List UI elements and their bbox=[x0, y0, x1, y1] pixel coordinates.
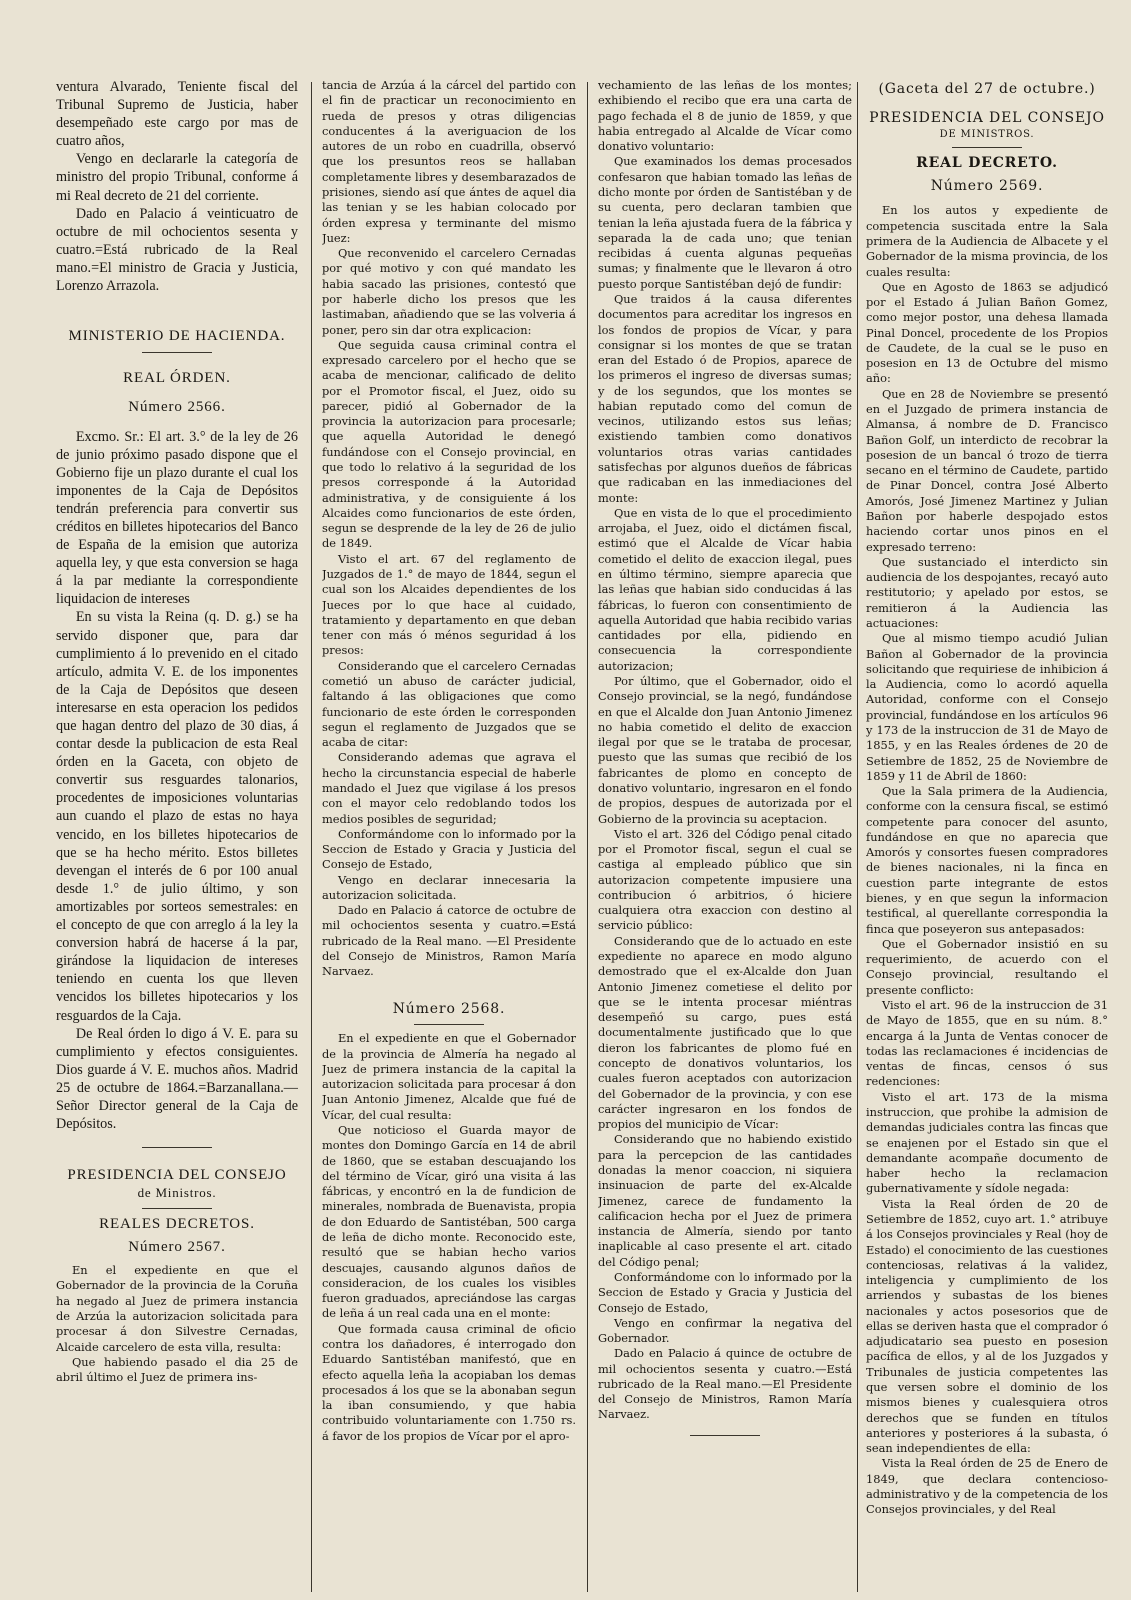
paragraph: En su vista la Reina (q. D. g.) se ha servido disponer que, para dar cumplimiento á lo prevenido en el citado artículo, admita V. E. de los imponentes de la Caja de Depósitos que deseen interesarse en esta operacion los pedidos que hagan dentro del plazo de 30 dias, á contar desde la publicacion de esta Real órden en la Gaceta, con objeto de convertir sus resguardes talonarios, procedentes de imposiciones voluntarias aun cuando el plazo de estas no haya vencido, en los billetes hipotecarios de que se ha hecho mérito. Estos billetes devengan el interés de 6 por 100 anual desde 1.° de julio último, y son amortizables por sorteos semestrales: en el concepto de que con arreglo á la ley la conversion habrá de hacerse á la par, girándose la liquidacion de intereses teniendo en cuenta los que lleven vencidos los billetes hipotecarios y los resguardos de la Caja. bbox=[56, 609, 298, 1024]
paragraph: Vista la Real órden de 20 de Setiembre de 1852, cuyo art. 1.° atribuye á los Consejos provinciales y Real (hoy de Estado) el conocimiento de las cuestiones contenciosas, relativas á la validez, inteligencia y cumplimiento de los arriendos y subastas de los bienes nacionales y actos posesorios que de ellas se deriven hasta que el comprador ó adjudicatario sea puesto en posesion pacífica de ellos, y al de los Juzgados y Tribunales de justicia competentes las que versen sobre el dominio de los mismos bienes y cualesquiera otros derechos que se funden en títulos anteriores y posteriores á la subasta, ó sean independientes de ella: bbox=[866, 1196, 1108, 1456]
decree-title: REAL DECRETO. bbox=[916, 154, 1058, 171]
paragraph: Dado en Palacio á catorce de octubre de mil ochocientos sesenta y cuatro.=Está rubricado de la Real mano. —El Presidente del Consejo de Ministros, Ramon María Narvaez. bbox=[322, 903, 576, 979]
paragraph: Que traidos á la causa diferentes documentos para acreditar los ingresos en los fondos de propios de Vícar, y para consignar si los montes de que se tratan eran del Estado ó de Propios, aparece de los primeros el ingreso de diversas sumas; y de los segundos, que los montes se habian reputado como del comun de vecinos, utilizando estos sus leñas; existiendo tambien como donativos voluntarios otras varias cantidades satisfechas por algunos dueños de fábricas que radicaban en las inmediaciones del monte: bbox=[598, 291, 852, 505]
column-1 bbox=[56, 78, 298, 1593]
paragraph: Que seguida causa criminal contra el expresado carcelero por el hecho que se acaba de mencionar, calificado de delito por el Promotor fiscal, el Juez, oido su parecer, pidió al Gobernador de la provincia la autorizacion para procesarle; que aquella Autoridad le denegó fundándose con el Consejo provincial, en que todo lo relativo á la seguridad de los presos corresponde á la Autoridad administrativa, y de consiguiente á los Alcaides como funcionarios de este órden, segun se desprende de la ley de 26 de julio de 1849. bbox=[322, 337, 576, 551]
paragraph: Que al mismo tiempo acudió Julian Bañon al Gobernador de la provincia solicitando que requiriese de inhibicion á la Audiencia, como lo acordó aquella Autoridad, conforme con el Consejo provincial, fundándose en los artículos 96 y 173 de la instruccion de 31 de Mayo de 1855, y en las Reales órdenes de 20 de Setiembre de 1852, 25 de Noviembre de 1859 y 11 de Abril de 1860: bbox=[866, 631, 1108, 783]
paragraph: Visto el art. 326 del Código penal citado por el Promotor fiscal, segun el cual se castiga al empleado público que sin autorizacion competente impusiere una contribucion ó arbitrios, ó hiciere cualquiera otra exaccion con destino al servicio público: bbox=[598, 826, 852, 933]
paragraph: ventura Alvarado, Teniente fiscal del Tribunal Supremo de Justicia, haber desempeñado este cargo por mas de cuatro años, bbox=[56, 79, 298, 150]
paragraph: Excmo. Sr.: El art. 3.° de la ley de 26 de junio próximo pasado dispone que el Gobierno fije un plazo durante el cual los imponentes de la Caja de Depósitos tendrán preferencia para convertir sus créditos en billetes hipotecarios del Banco de España de la emision que autoriza aquella ley, y que esta conversion se haga á la par mediante la correspondiente liquidacion de intereses bbox=[56, 428, 298, 608]
paragraph: Visto el art. 96 de la instruccion de 31 de Mayo de 1855, que en su núm. 8.° encarga á la Junta de Ventas conocer de todas las reclamaciones é incidencias de ventas de fincas, censos ó sus redenciones: bbox=[866, 998, 1108, 1089]
column-2 bbox=[322, 78, 576, 1593]
column-3 bbox=[598, 78, 852, 1593]
decree-number: Número 2569. bbox=[930, 177, 1044, 194]
paragraph: Que examinados los demas procesados confesaron que habian tomado las leñas de dicho monte por órden de Santistéban y de su cuenta, pero declaran tambien que tenian la leña ajustada fuera de la fábrica y separada la de cada uno; que tenian recibidas á cuenta algunas pequeñas sumas; y finalmente que le llevaron á otro puesto porque Santistéban dejó de fundir: bbox=[598, 154, 852, 291]
paragraph: Que habiendo pasado el dia 25 de abril último el Juez de primera ins- bbox=[56, 1354, 298, 1385]
paragraph: Visto el art. 173 de la misma instruccion, que prohibe la admision de demandas judiciales contra las fincas que se enajenen por el Estado sin que el demandante acompañe documento de haber hecho la reclamacion gubernativamente y sídole negada: bbox=[866, 1089, 1108, 1196]
decree-number: Número 2567. bbox=[128, 1238, 226, 1255]
paragraph: tancia de Arzúa á la cárcel del partido con el fin de practicar un reconocimiento en rueda de presos y otras diligencias conducentes á la averiguacion de los autores de un robo en cuadrilla, observó que los presuntos reos se hallaban completamente libres y desembarazados de prisiones, siendo así que ántes de aquel dia las tenian y se les habian colocado por órden expresa y terminante del mismo Juez: bbox=[322, 78, 576, 245]
paragraph: Vengo en declararle la categoría de ministro del propio Tribunal, conforme á mi Real decreto de 21 del corriente. bbox=[56, 151, 298, 204]
paragraph: En el expediente en que el Gobernador de la provincia de Almería ha negado al Juez de primera instancia de la capital la autorizacion solicitada para procesar á don Juan Antonio Jimenez, Alcalde que fué de Vícar, del cual resulta: bbox=[322, 1031, 576, 1122]
paragraph: Conformándome con lo informado por la Seccion de Estado y Gracia y Justicia del Consejo de Estado, bbox=[322, 826, 576, 872]
decree-number: Número 2568. bbox=[392, 1000, 506, 1017]
gazette-date: (Gaceta del 27 de octubre.) bbox=[878, 81, 1096, 97]
paragraph: Dado en Palacio á veinticuatro de octubre de mil ochocientos sesenta y cuatro.=Está rubricado de la Real mano.=El ministro de Gracia y Justicia, Lorenzo Arrazola. bbox=[56, 205, 298, 295]
separator bbox=[690, 1435, 760, 1436]
separator bbox=[142, 1147, 212, 1148]
paragraph: Visto el art. 67 del reglamento de Juzgados de 1.° de mayo de 1844, segun el cual son los Alcaides dependientes de los Jueces por lo que hace al cuidado, tratamiento y departamento en que deban tener con más ó ménos seguridad á los presos: bbox=[322, 551, 576, 658]
paragraph: Que noticioso el Guarda mayor de montes don Domingo García en 14 de abril de 1860, que se estaban descuajando los del término de Vícar, giró una visita á las fábricas, y encontró en la de fundicion de minerales, nombrada de Buenavista, propia de don Eduardo de Santistéban, 500 carga de leña de dicho monte. Reconocido este, resultó que se habian hecho varios descuajes, causando algunos daños de consideracion, de los cuales los visibles fueron graduados, apreciándose las cargas de leña á un real cada una en el monte: bbox=[322, 1123, 576, 1321]
presidency-subheading: DE MINISTROS. bbox=[939, 128, 1035, 140]
order-number: Número 2566. bbox=[128, 399, 226, 416]
paragraph: Dado en Palacio á quince de octubre de mil ochocientos sesenta y cuatro.—Está rubricado de la Real mano.—El Presidente del Consejo de Ministros, Ramon María Narvaez. bbox=[598, 1346, 852, 1422]
separator bbox=[142, 352, 212, 353]
paragraph: Considerando que el carcelero Cernadas cometió un abuso de carácter judicial, faltando á las obligaciones que como funcionario de este órden le corresponden segun el reglamento de Juzgados que se acaba de citar: bbox=[322, 658, 576, 750]
paragraph: En el expediente en que el Gobernador de la provincia de la Coruña ha negado al Juez de primera instancia de Arzúa la autorizacion solicitada para procesar á don Silvestre Cernadas, Alcaide carcelero de esta villa, resulta: bbox=[56, 1263, 298, 1354]
presidency-heading: PRESIDENCIA DEL CONSEJO bbox=[67, 1167, 287, 1184]
paragraph: En los autos y expediente de competencia suscitada entre la Sala primera de la Audiencia de Albacete y el Gobernador de la misma provincia, de los cuales resulta: bbox=[866, 203, 1108, 279]
presidency-heading: PRESIDENCIA DEL CONSEJO bbox=[869, 109, 1105, 126]
paragraph: Que en Agosto de 1863 se adjudicó por el Estado á Julian Bañon Gomez, como mejor postor, una dehesa llamada Pinal Doncel, procedente de los Propios de Caudete, de la cual se le puso en posesion en 13 de Octubre del mismo año: bbox=[866, 279, 1108, 386]
paragraph: Vista la Real órden de 25 de Enero de 1849, que declara contencioso-administrativo y de la competencia de los Consejos provinciales, y del Real bbox=[866, 1456, 1108, 1517]
paragraph: Conformándome con lo informado por la Seccion de Estado y Gracia y Justicia del Consejo de Estado, bbox=[598, 1269, 852, 1315]
column-4 bbox=[866, 78, 1108, 1593]
column-rule bbox=[311, 82, 312, 1592]
decrees-title: REALES DECRETOS. bbox=[99, 1215, 255, 1232]
paragraph: Considerando que de lo actuado en este expediente no aparece en modo alguno demostrado que el ex-Alcalde don Juan Antonio Jimenez cometiese el delito por que se le intenta procesar miéntras desempeñó su cargo, pues está documentalmente justificado que lo que dieron los fabricantes de plomo fué en concepto de donativos voluntarios, los cuales fueron aceptados con autorizacion del Gobernador de la provincia, y con ese carácter ingresaron en los fondos de propios del municipio de Vícar: bbox=[598, 933, 852, 1132]
paragraph: De Real órden lo digo á V. E. para su cumplimiento y efectos consiguientes. Dios guarde á V. E. muchos años. Madrid 25 de octubre de 1864.=Barzanallana.—Señor Director general de la Caja de Depósitos. bbox=[56, 1025, 298, 1133]
separator bbox=[952, 147, 1022, 148]
paragraph: Que en vista de lo que el procedimiento arrojaba, el Juez, oido el dictámen fiscal, estimó que el Alcalde de Vícar habia cometido el delito de exaccion ilegal, pues en último término, siempre aparecia que las leñas que habian sido conducidas á las fábricas, lo fueron con consentimiento de aquella Autoridad que habia recibido varias cantidades por ella, pidiendo en consecuencia la correspondiente autorizacion; bbox=[598, 505, 852, 673]
column-rule bbox=[587, 82, 588, 1592]
paragraph: Que sustanciado el interdicto sin audiencia de los despojantes, recayó auto restitutorio; y apelado por estos, se remitieron á la Audiencia las actuaciones: bbox=[866, 554, 1108, 630]
paragraph: Que la Sala primera de la Audiencia, conforme con la censura fiscal, se estimó competente para conocer del asunto, fundándose en que no aparecia que Amorós y consortes fuesen compradores de bienes nacionales, ni la finca en cuestion parte integrante de estos bienes, y en que segun la informacion testifical, al querellante correspondia la finca que poseyeron sus antepasados: bbox=[866, 784, 1108, 936]
paragraph: Que en 28 de Noviembre se presentó en el Juzgado de primera instancia de Almansa, á nombre de D. Francisco Bañon Golf, un interdicto de recobrar la posesion de un bancal ó trozo de tierra secano en el término de Caudete, partido de Pinar Doncel, contra José Alberto Amorós, José Jimenez Martinez y Julian Bañon por haberle despojado estos haciendo cortar unos pinos en el expresado terreno: bbox=[866, 386, 1108, 554]
separator bbox=[142, 1208, 212, 1209]
column-rule bbox=[857, 82, 858, 1592]
separator bbox=[414, 1024, 484, 1025]
paragraph: Vengo en declarar innecesaria la autorizacion solicitada. bbox=[322, 872, 576, 902]
paragraph: Considerando que no habiendo existido para la percepcion de las cantidades donadas la menor coaccion, ni siquiera insinuacion de parte del ex-Alcalde Jimenez, carece de fundamento la calificacion hecha por el Juez de primera instancia de Almería, siendo por tanto inaplicable al caso presente el art. citado del Código penal; bbox=[598, 1132, 852, 1269]
paragraph: Que formada causa criminal de oficio contra los dañadores, é interrogado don Eduardo Santistéban manifestó, que en efecto aquella leña la acopiaban los demas procesados á los que se la abonaban segun la iban consumiendo, y que habia contribuido voluntariamente con 1.750 rs. á favor de los propios de Vícar por el apro- bbox=[322, 1321, 576, 1443]
paragraph: Que el Gobernador insistió en su requerimiento, de acuerdo con el Consejo provincial, resultando el presente conflicto: bbox=[866, 936, 1108, 997]
order-title: REAL ÓRDEN. bbox=[123, 370, 231, 387]
paragraph: Que reconvenido el carcelero Cernadas por qué motivo y con qué mandato les habia sacado las prisiones, contestó que por haberle dicho los presos que les lastimaban, añadiendo que se las volveria á poner, pero sin dar otra explicacion: bbox=[322, 246, 576, 337]
paragraph: Vengo en confirmar la negativa del Gobernador. bbox=[598, 1315, 852, 1346]
ministry-heading: MINISTERIO DE HACIENDA. bbox=[68, 328, 286, 345]
paragraph: Por último, que el Gobernador, oido el Consejo provincial, se la negó, fundándose en que el Alcalde don Juan Antonio Jimenez no habia cometido el delito de exaccion ilegal por que se le trataba de procesar, puesto que las sumas que recibió de los fabricantes de plomo en concepto de donativo voluntario, ingresaron en el fondo de propios, despues de autorizada por el Gobierno de la provincia su aceptacion. bbox=[598, 673, 852, 826]
paragraph: Considerando ademas que agrava el hecho la circunstancia especial de haberle mandado el Juez que vigilase á los presos con el mayor celo redoblando todos los medios posibles de seguridad; bbox=[322, 750, 576, 826]
paragraph: vechamiento de las leñas de los montes; exhibiendo el recibo que era una carta de pago fechada el 8 de junio de 1859, y que habia entregado al Alcalde de Vícar como donativo voluntario: bbox=[598, 78, 852, 154]
presidency-subheading: de Ministros. bbox=[137, 1185, 217, 1201]
